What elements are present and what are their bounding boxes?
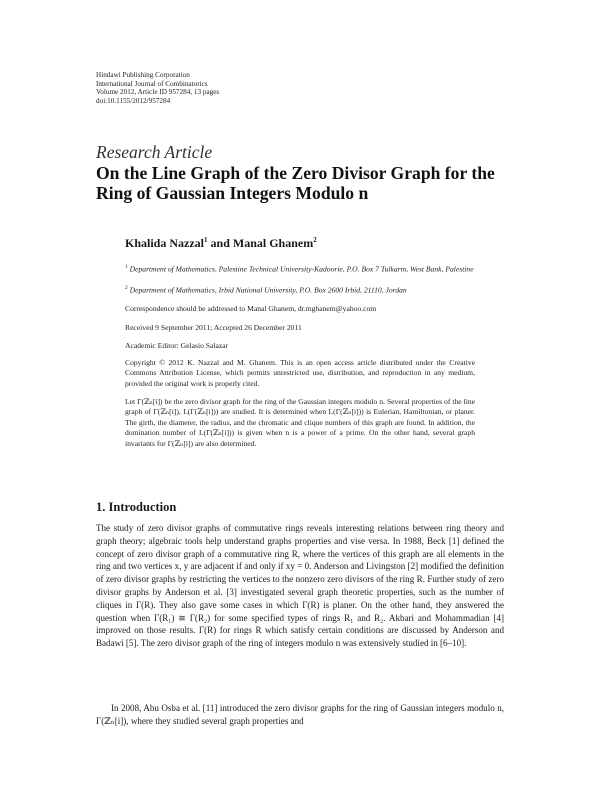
publisher: Hindawi Publishing Corporation — [96, 71, 190, 79]
intro-paragraph-2: In 2008, Abu Osba et al. [11] introduced the zero divisor graphs for the ring of Gaussian integers modulo n, Γ(ℤₙ[i]), where they studied several graph properties and — [96, 703, 504, 726]
dates: Received 9 September 2011; Accepted 26 December 2011 — [125, 323, 302, 332]
affiliation-2-text: Department of Mathematics, Irbid National University, P.O. Box 2600 Irbid, 21110, Jordan — [129, 285, 407, 295]
affiliation-1 — [125, 262, 475, 275]
author-1: Khalida Nazzal — [125, 236, 205, 250]
author-2: Manal Ghanem — [232, 236, 314, 250]
doi[interactable]: doi:10.1155/2012/957284 — [96, 96, 171, 105]
author-1-sup: 1 — [204, 236, 208, 244]
affiliation-2-sup: 2 — [125, 285, 128, 291]
copyright-notice: Copyright © 2012 K. Nazzal and M. Ghanem. This is an open access article distributed under the Creative Commons Attribution License, which permits unrestricted use, distribution, and reproduction in any medium, provided the original work is properly cited. — [125, 358, 475, 388]
affiliation-1-sup: 1 — [125, 264, 128, 270]
intro-paragraph-1: The study of zero divisor graphs of commutative rings reveals interesting relations between ring theory and graph theory; algebraic tools help understand graphs properties and vise versa. In 1988, Beck [1] defined the concept of zero divisor graph of a commutative ring R, where the vertices of this graph are all elements in the ring and two vertices x, y are adjacent if and only if xy = 0. Anderson and Livingston [2] modified the definition of zero divisor graphs by restricting the vertices to the nonzero zero divisors of the ring R. Further study of zero divisor graphs by Anderson et al. [3] investigated several graph theoretic properties, such as the number of cliques in Γ(R). They also gave some cases in which Γ(R) is planer. On the other hand, they answered the question when Γ(R₁) ≅ Γ(R₂) for some specified types of rings R₁ and R₂. Akbari and Mohammadian [4] improved on those results. Γ(R) for rings R which satisfy certain conditions are discussed by Anderson and Badawi [5]. The zero divisor graph of the ring of integers modulo n was extensively studied in [6–10]. — [96, 523, 504, 649]
publication-header — [96, 71, 219, 105]
author-2-sup: 2 — [313, 236, 317, 244]
article-type: Research Article — [96, 142, 213, 162]
correspondence: Correspondence should be addressed to Manal Ghanem, dr.mghanem@yahoo.com — [125, 304, 377, 313]
author-conjunction: and — [210, 236, 230, 250]
academic-editor: Academic Editor: Gelasio Salazar — [125, 341, 229, 350]
journal-name: International Journal of Combinatorics — [96, 79, 208, 88]
article-title: On the Line Graph of the Zero Divisor Graph for the Ring of Gaussian Integers Modulo n — [96, 163, 495, 203]
section-heading: 1. Introduction — [96, 500, 177, 514]
author-line — [125, 236, 317, 251]
affiliation-2 — [125, 283, 475, 296]
volume-info: Volume 2012, Article ID 957284, 13 pages — [96, 88, 220, 97]
affiliation-1-text: Department of Mathematics, Palestine Technical University-Kadoorie, P.O. Box 7 Tulkarm, West Bank, Palestine — [129, 264, 474, 274]
abstract: Let Γ(ℤₙ[i]) be the zero divisor graph for the ring of the Gaussian integers modulo n. Several properties of the line graph of Γ(ℤₙ[i]), L(Γ(ℤₙ[i])) are studied. It is determined when L(Γ(ℤₙ[i])) is Eulerian, Hamiltonian, or planer. The girth, the diameter, the radius, and the chromatic and clique numbers of this graph are found. In addition, the domination number of L(Γ(ℤₙ[i])) is given when n is a power of a prime. On the other hand, several graph invariants for Γ(ℤₙ[i]) are also determined. — [125, 397, 475, 448]
